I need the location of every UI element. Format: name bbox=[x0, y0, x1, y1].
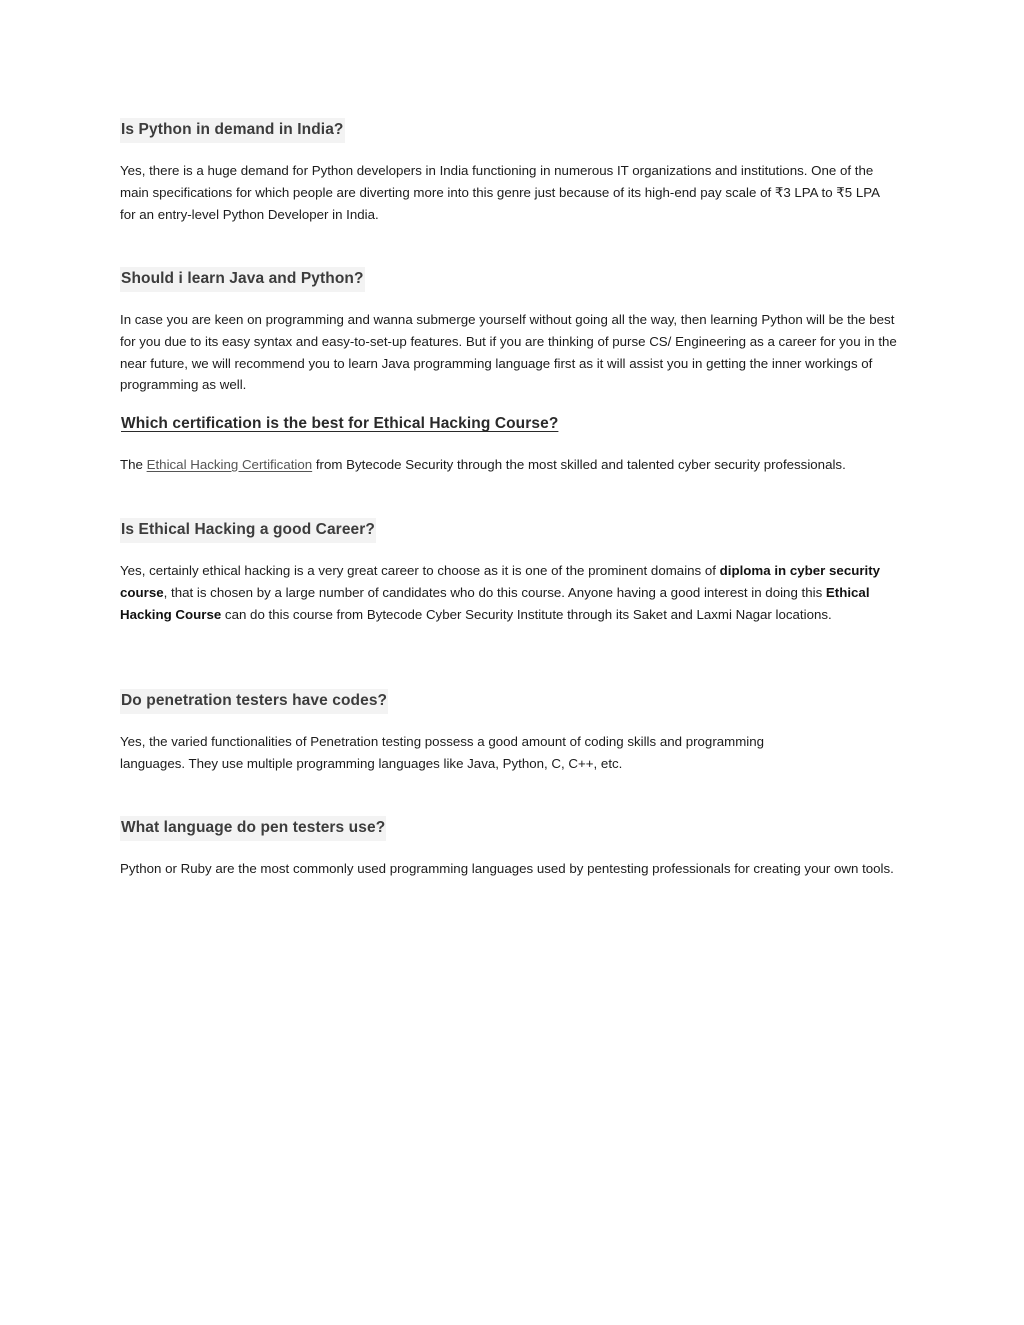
answer-text: The bbox=[120, 457, 147, 472]
faq-answer: In case you are keen on programming and wanna submerge yourself without going all the way, then learning Python will be the best for you due to its easy syntax and easy-to-set-up features. But if you are thinking of purse CS/ Engineering as a career for you in the near future, we will recommend you to learn Java programming language first as it will assist you in getting the inner workings of programming as well. bbox=[120, 312, 897, 393]
faq-heading: What language do pen testers use? bbox=[120, 816, 386, 841]
faq-section-java-python bbox=[120, 267, 906, 396]
faq-answer bbox=[120, 454, 906, 476]
faq-heading: Is Ethical Hacking a good Career? bbox=[120, 518, 376, 543]
answer-text: Yes, certainly ethical hacking is a very great career to choose as it is one of the prominent domains of bbox=[120, 563, 720, 578]
faq-heading: Which certification is the best for Ethical Hacking Course? bbox=[121, 415, 559, 432]
faq-heading: Should i learn Java and Python? bbox=[120, 267, 365, 292]
bold-phrase-course: Ethical Hacking Course bbox=[120, 584, 870, 622]
faq-answer bbox=[120, 560, 906, 625]
faq-answer: Yes, there is a huge demand for Python developers in India functioning in numerous IT organizations and institutions. One of the main specifications for which people are diverting more into this genre just because of its high-end pay scale of ₹3 LPA to ₹5 LPA for an entry-level Python Developer in India. bbox=[120, 163, 880, 222]
answer-text: from Bytecode Security through the most skilled and talented cyber security professionals. bbox=[312, 457, 846, 472]
faq-section-career bbox=[120, 518, 906, 625]
faq-answer: Yes, the varied functionalities of Penetration testing possess a good amount of coding skills and programming languages. They use multiple programming languages like Java, Python, C, C++, etc. bbox=[120, 734, 765, 771]
answer-text: , that is chosen by a large number of candidates who do this course. Anyone having a good interest in doing this bbox=[163, 584, 826, 600]
answer-text: can do this course from Bytecode Cyber Security Institute through its Saket and Laxmi Nagar locations. bbox=[221, 606, 832, 622]
faq-section-pentest-language bbox=[120, 816, 906, 880]
faq-answer: Python or Ruby are the most commonly used programming languages used by pentesting professionals for creating your own tools. bbox=[120, 861, 894, 876]
bold-phrase-diploma: diploma in cyber security course bbox=[120, 563, 881, 600]
faq-heading: Is Python in demand in India? bbox=[120, 118, 345, 143]
faq-section-certification bbox=[120, 412, 906, 476]
faq-heading: Do penetration testers have codes? bbox=[120, 689, 388, 714]
faq-section-pentest-codes bbox=[120, 689, 906, 775]
ethical-hacking-certification-link[interactable]: Ethical Hacking Certification bbox=[146, 457, 313, 472]
faq-section-python-demand bbox=[120, 118, 906, 225]
